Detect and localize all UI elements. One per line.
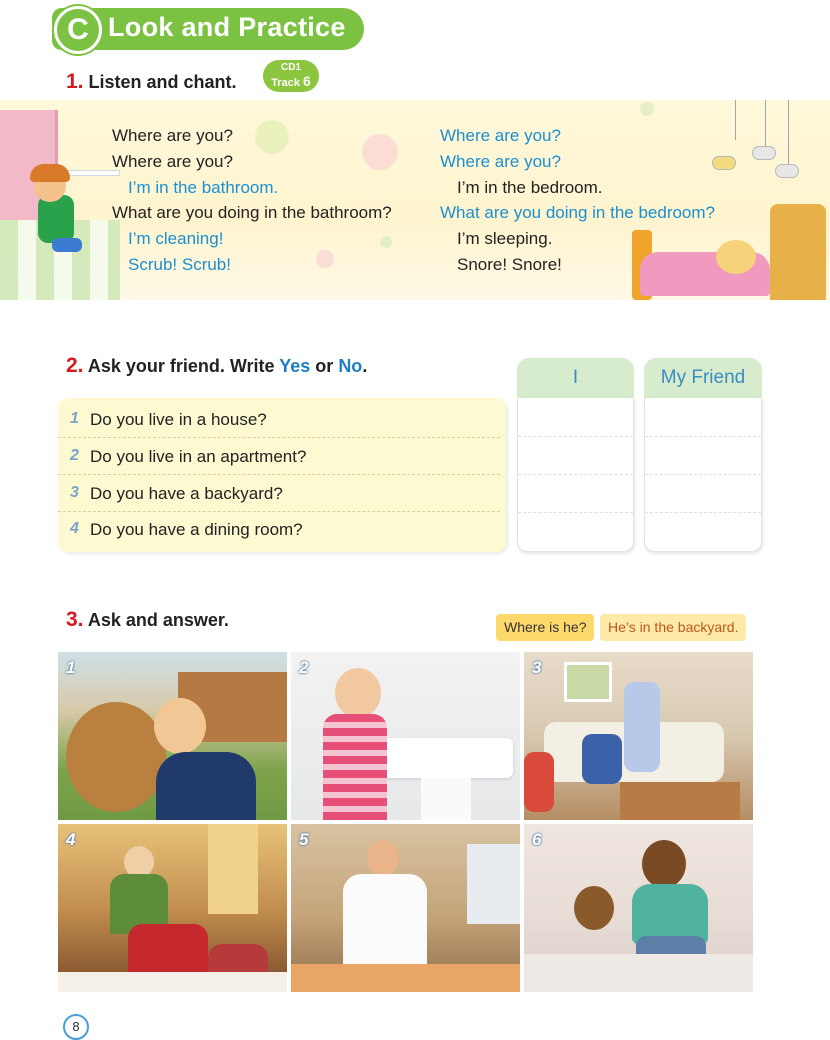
photo-living-room[interactable]	[524, 652, 753, 820]
chant-right-line-3: I’m in the bedroom.	[457, 178, 603, 197]
photo-kitchen[interactable]	[291, 824, 520, 992]
decor-dot	[316, 250, 334, 268]
sink-stand-shape	[421, 778, 471, 820]
chant-left-line-6: Scrub! Scrub!	[128, 255, 231, 274]
mobile-toy-icon	[775, 164, 799, 178]
chant-left-line-3: I’m in the bathroom.	[128, 178, 279, 197]
yes-word: Yes	[279, 356, 311, 376]
child-shape	[524, 752, 554, 812]
photo-backyard[interactable]	[58, 652, 287, 820]
mobile-string	[735, 100, 736, 140]
column-header-i: I	[517, 358, 634, 398]
girl-striped-shirt-shape	[323, 714, 387, 820]
table-shape	[58, 972, 287, 992]
question-text: Do you have a dining room?	[90, 520, 303, 539]
section-3-number: 3.	[66, 608, 84, 631]
woman-standing-shape	[624, 682, 660, 772]
boy-legs-illustration	[52, 238, 82, 252]
section-letter-badge: C	[54, 6, 102, 54]
chant-left-line-4: What are you doing in the bathroom?	[112, 203, 392, 222]
question-speech-bubble: Where is he?	[496, 614, 594, 641]
section-2-heading	[66, 354, 367, 378]
window-shape	[467, 844, 520, 924]
question-row	[58, 438, 500, 475]
decor-dot	[380, 236, 392, 248]
bed-footboard-illustration	[770, 204, 826, 300]
photo-number: 5	[299, 830, 309, 849]
mobile-toy-icon	[752, 146, 776, 160]
question-text: Do you live in a house?	[90, 410, 267, 429]
question-row	[58, 401, 500, 438]
mobile-string	[765, 100, 766, 152]
track-label: Track 6	[271, 73, 311, 89]
cleaning-boy-illustration	[38, 195, 74, 243]
section-3-title: Ask and answer.	[87, 610, 229, 630]
cd-label: CD1	[280, 62, 301, 73]
section-3-heading	[66, 608, 229, 632]
grandfather-shape	[582, 734, 622, 784]
mobile-toy-icon	[712, 156, 736, 170]
chant-left-line-5: I’m cleaning!	[128, 229, 224, 248]
question-number: 4	[70, 520, 79, 537]
photo-bathroom[interactable]	[291, 652, 520, 820]
decor-dot	[255, 120, 289, 154]
sink-shape	[383, 738, 513, 778]
curtain-shape	[208, 824, 258, 914]
section-2-number: 2.	[66, 354, 84, 377]
chant-left-line-1: Where are you?	[112, 126, 233, 145]
answer-speech-bubble: He’s in the backyard.	[600, 614, 746, 641]
section-1-heading	[66, 70, 237, 94]
answer-input-area-i[interactable]	[517, 400, 634, 550]
question-row	[58, 511, 500, 548]
question-row	[58, 475, 500, 512]
title-period: .	[362, 356, 368, 376]
chant-right-line-4: What are you doing in the bedroom?	[440, 203, 716, 222]
cd-track-icon[interactable]	[263, 60, 319, 92]
photo-bedroom[interactable]	[524, 824, 753, 992]
photo-number: 3	[532, 658, 542, 677]
chant-left-line-2: Where are you?	[112, 152, 233, 171]
girl-head-shape	[335, 668, 381, 718]
photo-number: 2	[299, 658, 309, 677]
column-header-my-friend: My Friend	[644, 358, 762, 398]
question-text: Do you live in an apartment?	[90, 447, 307, 466]
boy-shirt-shape	[156, 752, 256, 820]
chant-right-line-6: Snore! Snore!	[457, 255, 562, 274]
section-2-title: Ask your friend. Write	[87, 356, 280, 376]
girl-hair-shape	[642, 840, 686, 888]
section-title: Look and Practice	[108, 12, 346, 42]
question-number: 3	[70, 484, 79, 501]
chef-coat-shape	[343, 874, 427, 964]
window-shape	[564, 662, 612, 702]
girl-dotted-top-shape	[632, 884, 708, 944]
decor-dot	[640, 102, 654, 116]
counter-with-bread-shape	[291, 964, 520, 992]
teddy-bear-shape	[574, 886, 614, 930]
boy-hair-illustration	[30, 164, 70, 182]
section-1-number: 1.	[66, 70, 84, 93]
decor-dot	[362, 134, 398, 170]
photo-number: 4	[66, 830, 76, 849]
man-red-sweater-shape	[128, 924, 208, 974]
question-number: 2	[70, 447, 79, 464]
photo-number: 6	[532, 830, 542, 849]
or-word: or	[310, 356, 339, 376]
photo-dining-room[interactable]	[58, 824, 287, 992]
answer-input-area-my-friend[interactable]	[644, 400, 762, 550]
no-word: No	[338, 356, 363, 376]
chant-right-line-5: I’m sleeping.	[457, 229, 553, 248]
bed-sheet-shape	[524, 954, 753, 992]
question-text: Do you have a backyard?	[90, 484, 283, 503]
section-1-title: Listen and chant.	[88, 72, 237, 92]
page-number: 8	[63, 1014, 89, 1040]
coffee-table-shape	[620, 782, 740, 820]
dog-shape	[66, 702, 166, 812]
question-number: 1	[70, 410, 79, 427]
mobile-string	[788, 100, 789, 166]
boy-head-shape	[154, 698, 206, 754]
chant-right-line-1: Where are you?	[440, 126, 561, 145]
photo-grid	[58, 652, 753, 992]
chant-right-line-2: Where are you?	[440, 152, 561, 171]
chef-head-shape	[367, 840, 399, 876]
photo-number: 1	[66, 658, 76, 677]
sleeping-girl-illustration	[716, 240, 756, 274]
